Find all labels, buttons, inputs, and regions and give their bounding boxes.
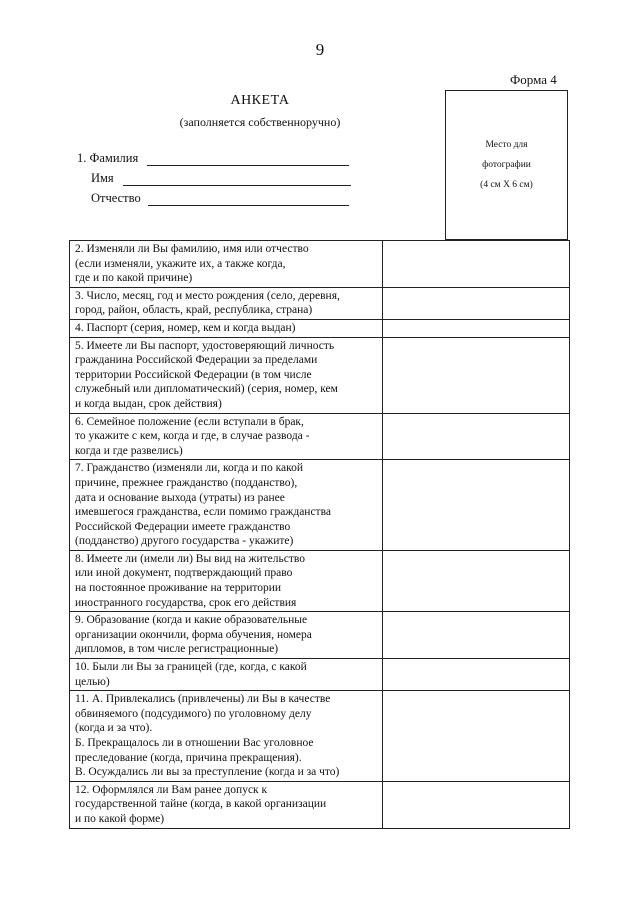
photo-label-line1: Место для bbox=[485, 140, 528, 150]
table-row bbox=[70, 659, 570, 691]
question-5-label: 5. Имеете ли Вы паспорт, удостоверяющий личность гражданина Российской Федерации за пределами территории Российской Федерации (в том числе служебный или дипломатический) (серия, номер, кем и когда выдан, срок действия) bbox=[70, 337, 383, 413]
answer-9-field[interactable] bbox=[383, 612, 570, 659]
form-label: Форма 4 bbox=[510, 72, 557, 87]
answer-11-field[interactable] bbox=[383, 691, 570, 782]
photo-label-line2: фотографии bbox=[482, 160, 531, 170]
surname-field[interactable] bbox=[147, 153, 349, 166]
question-4-label: 4. Паспорт (серия, номер, кем и когда выдан) bbox=[70, 319, 383, 337]
patronymic-row bbox=[91, 191, 349, 206]
table-row bbox=[70, 550, 570, 611]
surname-row bbox=[77, 151, 349, 166]
patronymic-field[interactable] bbox=[148, 193, 349, 206]
photo-placeholder[interactable] bbox=[445, 90, 568, 240]
question-8-label: 8. Имеете ли (имели ли) Вы вид на жительство или иной документ, подтверждающий право на постоянное проживание на территории иностранного государства, срок его действия bbox=[70, 550, 383, 611]
answer-5-field[interactable] bbox=[383, 337, 570, 413]
name-row bbox=[91, 171, 351, 186]
answer-7-field[interactable] bbox=[383, 460, 570, 551]
answer-10-field[interactable] bbox=[383, 659, 570, 691]
table-row bbox=[70, 460, 570, 551]
question-9-label: 9. Образование (когда и какие образовательные организации окончили, форма обучения, номера дипломов, в том числе регистрационные) bbox=[70, 612, 383, 659]
table-row bbox=[70, 691, 570, 782]
answer-6-field[interactable] bbox=[383, 413, 570, 460]
answer-12-field[interactable] bbox=[383, 781, 570, 828]
question-6-label: 6. Семейное положение (если вступали в брак, то укажите с кем, когда и где, в случае развода - когда и где развелись) bbox=[70, 413, 383, 460]
answer-2-field[interactable] bbox=[383, 241, 570, 288]
table-row bbox=[70, 413, 570, 460]
question-2-label: 2. Изменяли ли Вы фамилию, имя или отчество (если изменяли, укажите их, а также когда, где и по какой причине) bbox=[70, 241, 383, 288]
table-row bbox=[70, 287, 570, 319]
table-row bbox=[70, 781, 570, 828]
question-10-label: 10. Были ли Вы за границей (где, когда, с какой целью) bbox=[70, 659, 383, 691]
page-number: 9 bbox=[315, 40, 325, 59]
table-row bbox=[70, 241, 570, 288]
question-7-label: 7. Гражданство (изменяли ли, когда и по какой причине, прежнее гражданство (подданство), дата и основание выхода (утраты) из ранее имевшегося гражданства, если помимо гражданства Российской Федерации имеете гражданство (подданство) другого государства - укажите) bbox=[70, 460, 383, 551]
questionnaire-table bbox=[69, 240, 570, 829]
question-12-label: 12. Оформлялся ли Вам ранее допуск к государственной тайне (когда, в какой организации и по какой форме) bbox=[70, 781, 383, 828]
question-3-label: 3. Число, месяц, год и место рождения (село, деревня, город, район, область, край, республика, страна) bbox=[70, 287, 383, 319]
name-label: Имя bbox=[91, 171, 114, 185]
surname-label: 1. Фамилия bbox=[77, 151, 139, 165]
answer-3-field[interactable] bbox=[383, 287, 570, 319]
answer-8-field[interactable] bbox=[383, 550, 570, 611]
table-row bbox=[70, 337, 570, 413]
form-subtitle: (заполняется собственноручно) bbox=[179, 115, 341, 129]
patronymic-label: Отчество bbox=[91, 191, 141, 205]
photo-label-line3: (4 см X 6 см) bbox=[480, 180, 533, 190]
table-row bbox=[70, 612, 570, 659]
form-title: АНКЕТА bbox=[230, 93, 290, 108]
question-11-label: 11. А. Привлекались (привлечены) ли Вы в качестве обвиняемого (подсудимого) по уголовному делу (когда и за что). Б. Прекращалось ли в отношении Вас уголовное преследование (когда, причина прекращения). В. Осуждались ли вы за преступление (когда и за что) bbox=[70, 691, 383, 782]
table-row bbox=[70, 319, 570, 337]
answer-4-field[interactable] bbox=[383, 319, 570, 337]
name-field[interactable] bbox=[123, 173, 351, 186]
